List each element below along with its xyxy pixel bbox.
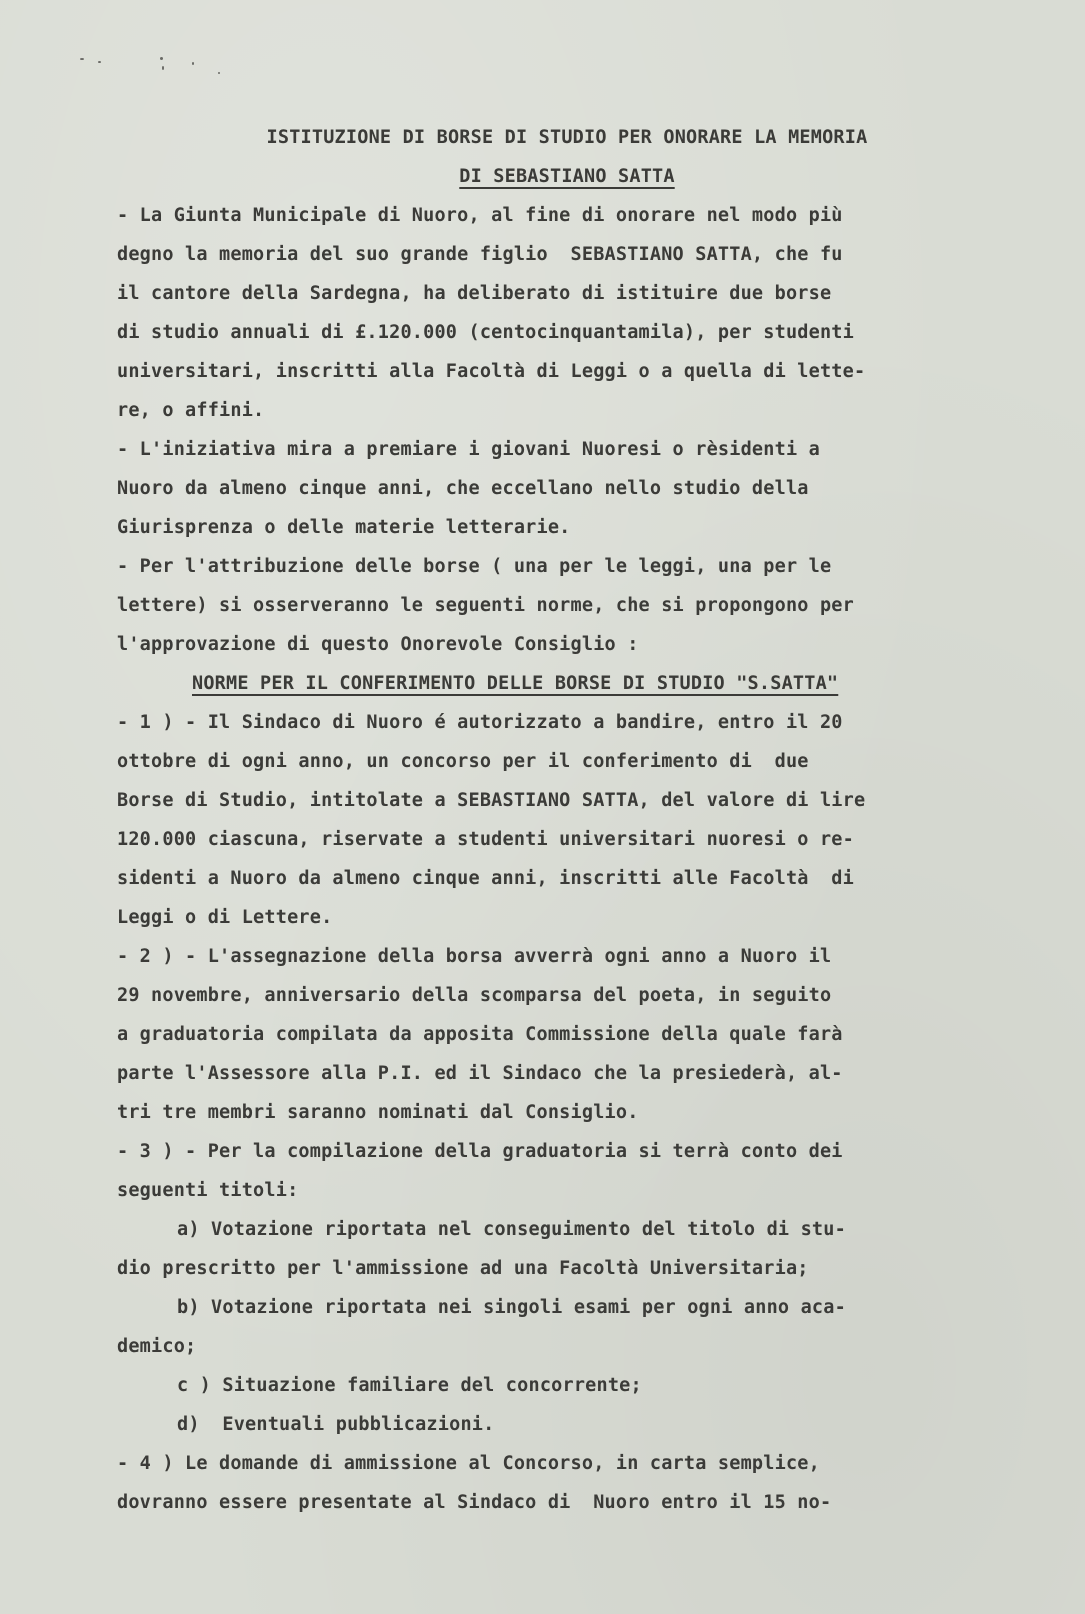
article-2-line: tri tre membri saranno nominati dal Consiglio. — [117, 1102, 639, 1123]
paragraph-3-line: l'approvazione di questo Onorevole Consiglio : — [117, 634, 639, 655]
article-3-item-b: b) Votazione riportata nei singoli esami per ogni anno aca- — [177, 1297, 846, 1318]
article-3-line: - 3 ) - Per la compilazione della graduatoria si terrà conto dei — [117, 1141, 843, 1162]
article-1-line: ottobre di ogni anno, un concorso per il conferimento di due — [117, 751, 809, 772]
document-subtitle-text: DI SEBASTIANO SATTA — [459, 166, 675, 187]
paragraph-1-line: di studio annuali di £.120.000 (centocinquantamila), per studenti — [117, 322, 854, 343]
norme-heading-text: NORME PER IL CONFERIMENTO DELLE BORSE DI STUDIO "S.SATTA" — [192, 673, 839, 694]
paragraph-2-line: - L'iniziativa mira a premiare i giovani Nuoresi o rèsidenti a — [117, 439, 820, 460]
paragraph-1-line: universitari, inscritti alla Facoltà di Leggi o a quella di lette- — [117, 361, 866, 382]
paragraph-3-line: lettere) si osserveranno le seguenti norme, che si propongono per — [117, 595, 854, 616]
document-subtitle — [117, 157, 1017, 196]
article-2-line: parte l'Assessore alla P.I. ed il Sindaco che la presiederà, al- — [117, 1063, 843, 1084]
paper-specks — [80, 52, 240, 82]
paragraph-1-line: degno la memoria del suo grande figlio SEBASTIANO SATTA, che fu — [117, 244, 843, 265]
article-2-line: 29 novembre, anniversario della scomparsa del poeta, in seguito — [117, 985, 832, 1006]
norme-heading — [117, 664, 1017, 703]
article-2-line: a graduatoria compilata da apposita Commissione della quale farà — [117, 1024, 843, 1045]
article-1-line: Leggi o di Lettere. — [117, 907, 333, 928]
article-1-line: Borse di Studio, intitolate a SEBASTIANO SATTA, del valore di lire — [117, 790, 866, 811]
article-1-line: - 1 ) - Il Sindaco di Nuoro é autorizzato a bandire, entro il 20 — [117, 712, 843, 733]
article-3-item-a: a) Votazione riportata nel conseguimento del titolo di stu- — [177, 1219, 846, 1240]
paragraph-1-line: il cantore della Sardegna, ha deliberato di istituire due borse — [117, 283, 832, 304]
article-4-line: - 4 ) Le domande di ammissione al Concorso, in carta semplice, — [117, 1453, 820, 1474]
document-title: ISTITUZIONE DI BORSE DI STUDIO PER ONORARE LA MEMORIA — [266, 127, 868, 148]
article-3-item-d: d) Eventuali pubblicazioni. — [177, 1414, 495, 1435]
article-1-line: 120.000 ciascuna, riservate a studenti universitari nuoresi o re- — [117, 829, 854, 850]
article-3-item-c: c ) Situazione familiare del concorrente; — [177, 1375, 642, 1396]
article-3-line: seguenti titoli: — [117, 1180, 299, 1201]
paragraph-1-line: re, o affini. — [117, 400, 265, 421]
paragraph-2-line: Nuoro da almeno cinque anni, che eccellano nello studio della — [117, 478, 809, 499]
article-3-item-a-cont: dio prescritto per l'ammissione ad una Facoltà Universitaria; — [117, 1258, 809, 1279]
article-3-item-b-cont: demico; — [117, 1336, 197, 1357]
article-1-line: sidenti a Nuoro da almeno cinque anni, inscritti alle Facoltà di — [117, 868, 854, 889]
article-4-line: dovranno essere presentate al Sindaco di Nuoro entro il 15 no- — [117, 1492, 832, 1513]
paragraph-2-line: Giurisprenza o delle materie letterarie. — [117, 517, 571, 538]
article-2-line: - 2 ) - L'assegnazione della borsa avverrà ogni anno a Nuoro il — [117, 946, 832, 967]
typed-text — [117, 118, 1017, 1522]
paragraph-1-line: - La Giunta Municipale di Nuoro, al fine di onorare nel modo più — [117, 205, 843, 226]
paragraph-3-line: - Per l'attribuzione delle borse ( una per le leggi, una per le — [117, 556, 832, 577]
